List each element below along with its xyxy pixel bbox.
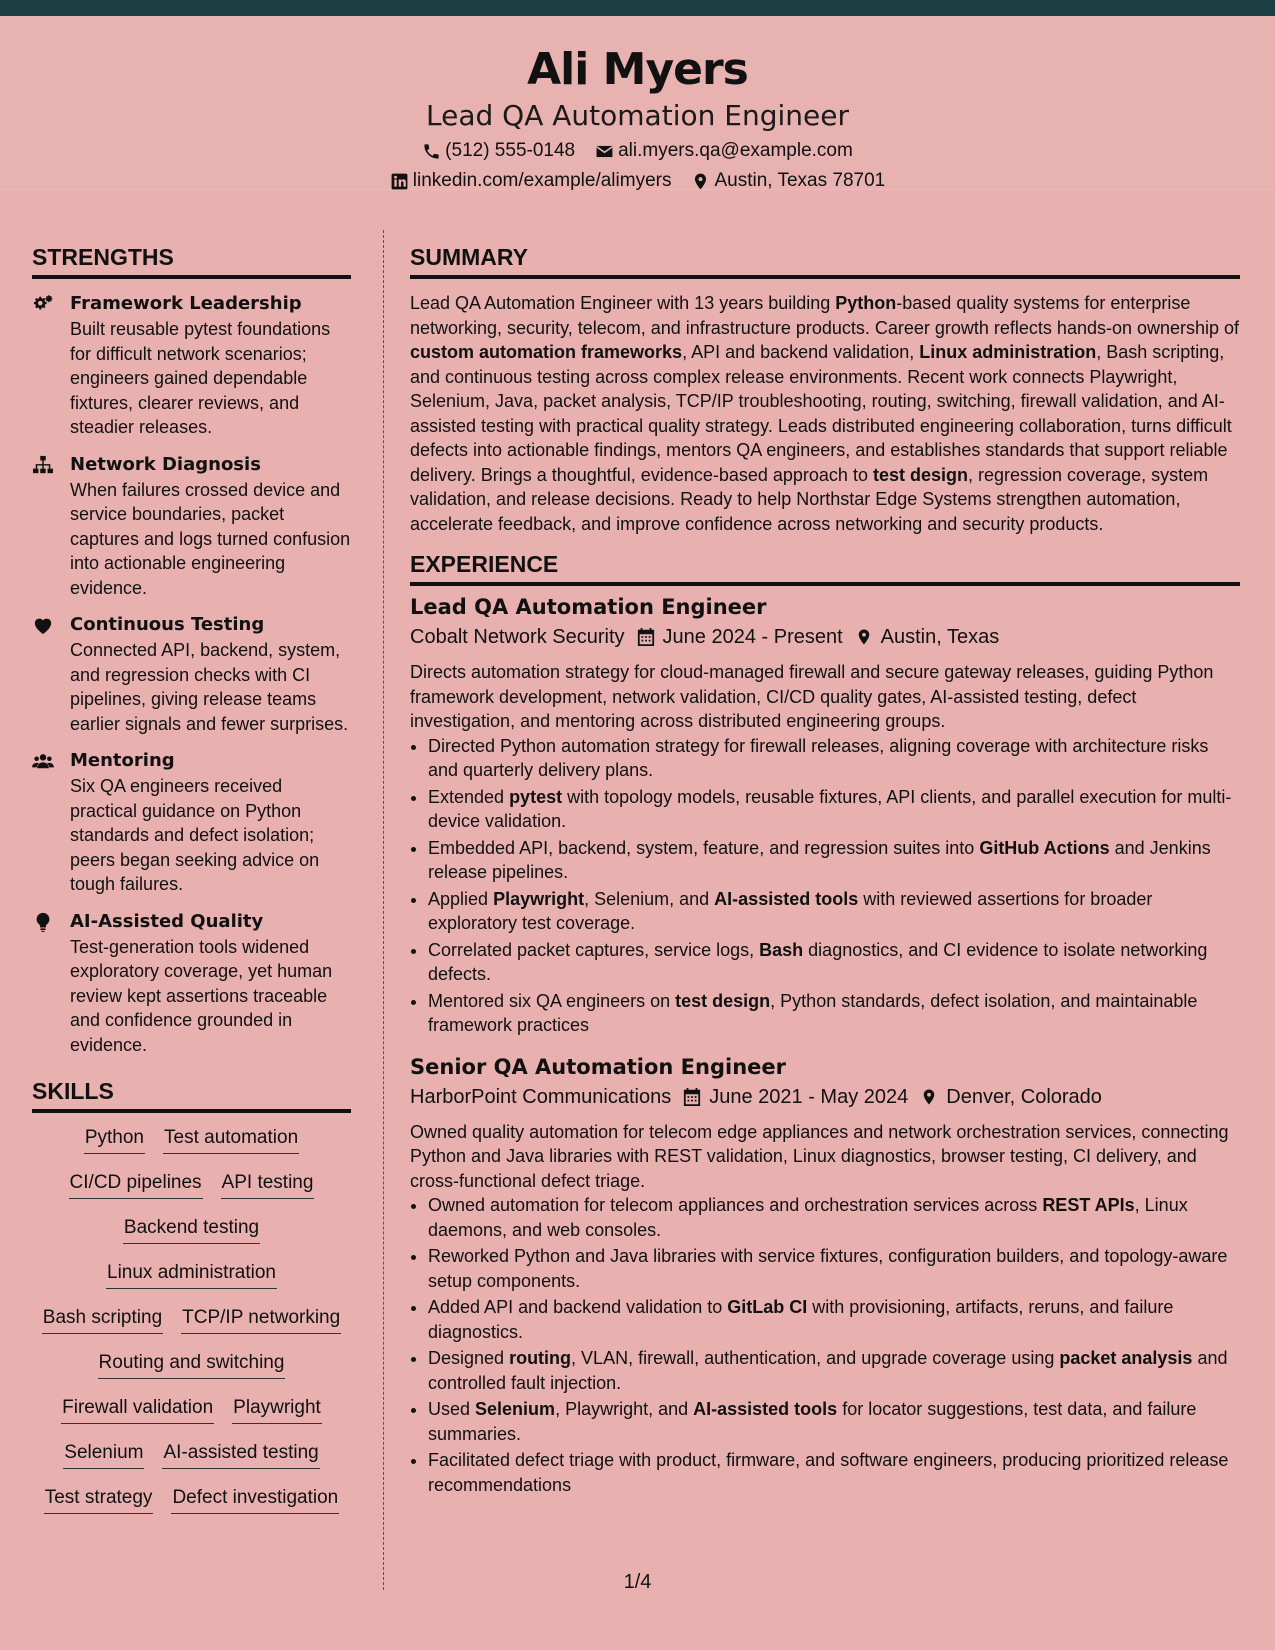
job-bullets (410, 734, 1240, 1038)
skill-tag: Python (84, 1125, 145, 1154)
job-bullet: • Correlated packet captures, service logs, Bash diagnostics, and CI evidence to isolate networking defects. (428, 938, 1240, 987)
phone-number: (512) 555-0148 (445, 140, 576, 161)
strength-icon-wrap (32, 452, 56, 601)
jobs-list (410, 592, 1240, 1497)
job-description: Directs automation strategy for cloud-managed firewall and secure gateway releases, guiding Python framework development, network validation, CI/CD quality gates, AI-assisted testing, defect investigation, and mentoring across distributed engineering groups. (410, 662, 1214, 731)
strengths-heading: STRENGTHS (32, 243, 351, 279)
email-contact[interactable] (595, 138, 853, 164)
skill-tag: API testing (221, 1170, 315, 1199)
job-company: HarborPoint Communications (410, 1085, 672, 1108)
job-location: Austin, Texas (880, 626, 1000, 648)
skills-list (32, 1125, 351, 1530)
skill-row (32, 1350, 351, 1395)
strength-item (32, 291, 351, 440)
job-dates: June 2024 - Present (662, 626, 843, 648)
column-divider (383, 230, 384, 1590)
summary-text: Lead QA Automation Engineer with 13 years building Python-based quality systems for enterprise networking, security, telecom, and infrastructure products. Career growth reflects hands-on ownership of custom automation frameworks, API and backend validation, Linux administration, Bash scripting, and continuous testing across complex release environments. Recent work connects Playwright, Selenium, Java, packet analysis, TCP/IP troubleshooting, routing, switching, firewall validation, and AI-assisted testing with practical quality strategy. Leads distributed engineering collaboration, turns difficult defects into actionable findings, mentors QA engineers, and establishes standards that support reliable delivery. Brings a thoughtful, evidence-based approach to test design, regression coverage, system validation, and release decisions. Ready to help Northstar Edge Systems strengthen automation, accelerate feedback, and improve confidence across networking and security products. (410, 293, 1240, 534)
skill-tag: Firewall validation (61, 1395, 214, 1424)
contact-row-1 (0, 138, 1275, 164)
strength-body (70, 612, 351, 736)
job-bullet: • Extended pytest with topology models, reusable fixtures, API clients, and parallel execution for multi-device validation. (428, 785, 1240, 834)
skill-row (32, 1170, 351, 1215)
location-contact (691, 168, 885, 194)
job-bullet: • Reworked Python and Java libraries with service fixtures, configuration builders, and topology-aware setup components. (428, 1244, 1240, 1293)
job-location-wrap (920, 1082, 1102, 1112)
job-meta (410, 1082, 1240, 1112)
location-text: Austin, Texas 78701 (714, 170, 886, 191)
strength-body (70, 452, 351, 601)
gears-icon (32, 294, 54, 314)
map-marker-icon (855, 627, 873, 647)
experience-heading: EXPERIENCE (410, 550, 1240, 586)
job-bullet: • Owned automation for telecom appliances and orchestration services across REST APIs, Linux daemons, and web consoles. (428, 1193, 1240, 1242)
skill-tag: Linux administration (106, 1260, 277, 1289)
strengths-list (32, 291, 351, 1057)
skill-row (32, 1485, 351, 1530)
contact-row-2 (0, 168, 1275, 194)
users-icon (32, 751, 54, 771)
linkedin-icon (390, 172, 409, 191)
linkedin-contact[interactable] (390, 168, 672, 194)
job-dates: June 2021 - May 2024 (709, 1085, 909, 1108)
skill-tag: Playwright (232, 1395, 322, 1424)
job-meta (410, 622, 1240, 652)
job-company: Cobalt Network Security (410, 626, 625, 648)
job-title: Senior QA Automation Engineer (410, 1054, 786, 1079)
strength-body (70, 748, 351, 897)
strength-title: AI-Assisted Quality (70, 910, 264, 932)
job-bullet: • Added API and backend validation to GitLab CI with provisioning, artifacts, reruns, and failure diagnostics. (428, 1295, 1240, 1344)
skill-row (32, 1260, 351, 1305)
calendar-icon (683, 1087, 701, 1107)
body-columns (0, 205, 1275, 1595)
strength-icon-wrap (32, 909, 56, 1058)
skill-tag: Selenium (63, 1440, 144, 1469)
job-dates-wrap (637, 622, 843, 652)
skill-row (32, 1215, 351, 1260)
job-bullet: • Applied Playwright, Selenium, and AI-assisted tools with reviewed assertions for broader exploratory test coverage. (428, 887, 1240, 936)
heart-icon (32, 615, 54, 635)
skill-tag: TCP/IP networking (181, 1305, 341, 1334)
skill-tag: Bash scripting (42, 1305, 163, 1334)
left-column (32, 243, 351, 1530)
strength-title: Continuous Testing (70, 614, 265, 635)
sitemap-icon (32, 455, 54, 475)
strength-title: Mentoring (70, 750, 175, 771)
job-bullet: • Used Selenium, Playwright, and AI-assisted tools for locator suggestions, test data, and failure summaries. (428, 1397, 1240, 1446)
phone-icon (422, 142, 441, 161)
top-bar (0, 0, 1275, 16)
candidate-name: Ali Myers (527, 44, 748, 95)
job-bullet: • Mentored six QA engineers on test design, Python standards, defect isolation, and maintainable framework practices (428, 989, 1240, 1038)
skill-row (32, 1125, 351, 1170)
strength-desc: Six QA engineers received practical guidance on Python standards and defect isolation; peers began seeking advice on tough failures. (70, 776, 320, 894)
strength-item (32, 748, 351, 897)
strength-item (32, 909, 351, 1058)
phone-contact[interactable] (422, 138, 575, 164)
strength-body (70, 909, 351, 1058)
skills-heading: SKILLS (32, 1077, 351, 1113)
email-address: ali.myers.qa@example.com (618, 140, 853, 161)
job-entry (410, 1052, 1240, 1498)
strength-desc: Test-generation tools widened exploratory coverage, yet human review kept assertions traceable and confidence grounded in evidence. (70, 936, 333, 1055)
lightbulb-icon (32, 912, 54, 932)
strength-desc: Connected API, backend, system, and regression checks with CI pipelines, giving release teams earlier signals and fewer surprises. (70, 640, 349, 734)
calendar-icon (637, 627, 655, 647)
skill-tag: CI/CD pipelines (69, 1170, 203, 1199)
summary-heading: SUMMARY (410, 243, 1240, 279)
job-dates-wrap (683, 1082, 908, 1112)
candidate-title: Lead QA Automation Engineer (426, 99, 849, 132)
skill-tag: Defect investigation (171, 1485, 339, 1514)
strength-item (32, 452, 351, 601)
strength-icon-wrap (32, 748, 56, 897)
envelope-icon (595, 142, 614, 161)
strength-desc: Built reusable pytest foundations for difficult network scenarios; engineers gained dependable fixtures, clearer reviews, and steadier releases. (70, 319, 331, 437)
job-entry (410, 592, 1240, 1038)
skill-row (32, 1305, 351, 1350)
skill-tag: Test automation (163, 1125, 299, 1154)
map-marker-icon (920, 1087, 938, 1107)
linkedin-url: linkedin.com/example/alimyers (412, 170, 672, 191)
job-bullet: • Embedded API, backend, system, feature, and regression suites into GitHub Actions and Jenkins release pipelines. (428, 836, 1240, 885)
job-bullet: • Directed Python automation strategy for firewall releases, aligning coverage with architecture risks and quarterly delivery plans. (428, 734, 1240, 783)
strength-body (70, 291, 351, 440)
strength-item (32, 612, 351, 736)
skill-tag: Backend testing (123, 1215, 260, 1244)
job-bullets (410, 1193, 1240, 1497)
job-location-wrap (855, 622, 1000, 652)
right-column (410, 243, 1240, 1511)
skill-row (32, 1395, 351, 1440)
job-bullet: • Designed routing, VLAN, firewall, authentication, and upgrade coverage using packet analysis and controlled fault injection. (428, 1346, 1240, 1395)
job-bullet: • Facilitated defect triage with product, firmware, and software engineers, producing prioritized release recommendations (428, 1448, 1240, 1497)
job-title: Lead QA Automation Engineer (410, 595, 767, 619)
resume-header (0, 16, 1275, 190)
strength-icon-wrap (32, 612, 56, 736)
skill-tag: Test strategy (44, 1485, 154, 1514)
skill-tag: Routing and switching (98, 1350, 286, 1379)
skill-tag: AI-assisted testing (162, 1440, 319, 1469)
map-marker-icon (691, 172, 710, 191)
strength-title: Framework Leadership (70, 293, 302, 314)
job-location: Denver, Colorado (946, 1085, 1102, 1108)
skill-row (32, 1440, 351, 1485)
strength-desc: When failures crossed device and service boundaries, packet captures and logs turned confusion into actionable engineering evidence. (70, 479, 351, 598)
job-description: Owned quality automation for telecom edge appliances and network orchestration services, connecting Python and Java libraries with REST validation, Linux diagnostics, browser testing, CI delivery, and cross-functional defect triage. (410, 1121, 1229, 1191)
page-number: 1/4 (623, 1571, 652, 1593)
strength-icon-wrap (32, 291, 56, 440)
strength-title: Network Diagnosis (70, 453, 261, 475)
